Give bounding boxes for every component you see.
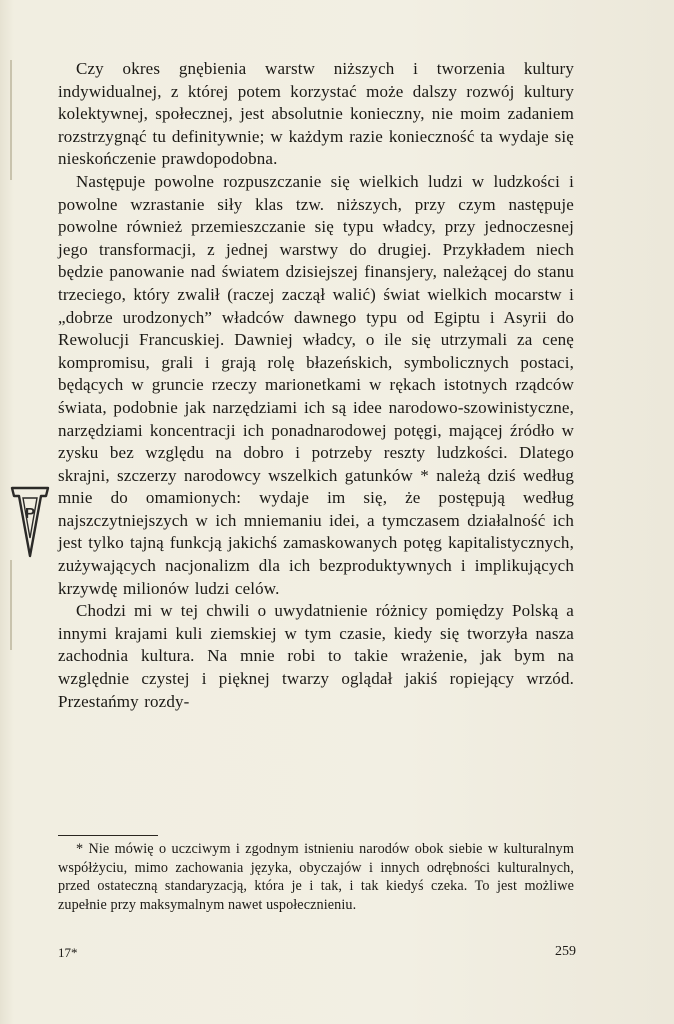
paragraph: Następuje powolne rozpuszczanie się wielkich ludzi w ludzkości i powolne wzrastanie siły klas tzw. niższych, przy czym następuje powolne również przemieszczanie się typu władcy, przy jednoczesnej jego transformacji, z jednej warstwy do drugiej. Przykładem niech będzie panowanie nad światem dzisiejszej finansjery, należącej do stanu trzeciego, który zwalił (raczej zaczął walić) świat wielkich mocarstw i „dobrze urodzonych” władców dawnego typu od Egiptu i Asyrii do Rewolucji Francuskiej. Dawniej władcy, o ile się utrzymali za cenę kompromisu, grali i grają rolę błazeńskich, symbolicznych postaci, będących w gruncie rzeczy marionetkami w rękach istotnych rządców świata, podobnie jak narzędziami ich są idee narodowo-szowinistyczne, narzędziami koncentracji ich ponadnarodowej potęgi, mającej źródło w zysku bez względu na dobro i potrzeby reszty ludzkości. Dlatego skrajni, szczerzy narodowcy wszelkich gatunków * należą dziś według mnie do omamionych: wydaje im się, że postępują według najszczytniejszych w ich mniemaniu idei, a tymczasem działalność ich jest tylko tajną funkcją jakichś zamaskowanych potęg kapitalistycznych, zużywających nacjonalizm dla ich bezproduktywnych i implikujących krzywdę milionów ludzi celów. bbox=[58, 171, 574, 598]
paragraph: Chodzi mi w tej chwili o uwydatnienie różnicy pomiędzy Polską a innymi krajami kuli ziemskiej w tym czasie, kiedy się tworzyła nasza zachodnia kultura. Na mnie robi to takie wrażenie, jak bym na względnie czystej i pięknej twarzy oglądał jakiś ropiejący wrzód. Przestańmy rozdy- bbox=[58, 601, 574, 711]
printer-signature: 17* bbox=[58, 945, 78, 960]
page-edge-shadow bbox=[10, 60, 12, 180]
library-stamp-icon bbox=[8, 484, 52, 560]
page-number: 259 bbox=[555, 944, 576, 959]
footnote-separator bbox=[58, 835, 158, 836]
page-edge-shadow bbox=[10, 560, 12, 650]
paragraph: Czy okres gnębienia warstw niższych i tworzenia kultury indywidualnej, z której potem korzystać może dalszy rozwój kultury kolektywnej, społecznej, jest absolutnie konieczny, nie moim zadaniem rozstrzygnąć tu definitywnie; w każdym razie konieczność ta wydaje się nieskończenie prawdopodobna. bbox=[58, 59, 574, 169]
stamp-letter: P bbox=[24, 505, 36, 522]
main-text bbox=[58, 58, 574, 713]
footnote: * Nie mówię o uczciwym i zgodnym istnieniu narodów obok siebie w kulturalnym współżyciu, mimo zachowania języka, obyczajów i innych odrębności kulturalnych, przed ostateczną standaryzacją, która je i tak, i tak kiedyś czeka. To jest możliwe zupełnie przy maksymalnym nawet uspołecznieniu. bbox=[58, 841, 574, 913]
